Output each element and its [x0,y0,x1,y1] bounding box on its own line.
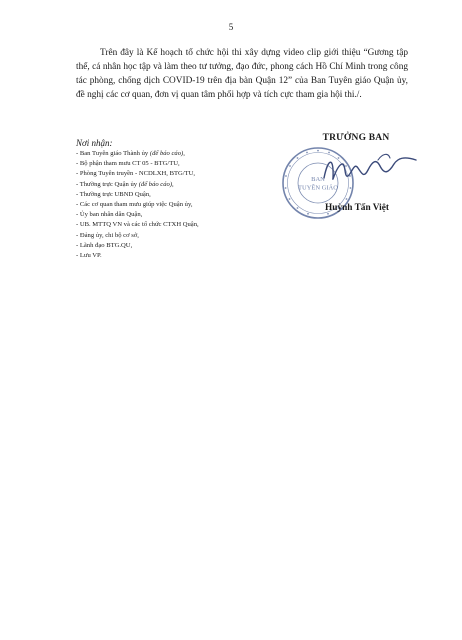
signer-title: TRƯỞNG BAN [322,133,390,143]
recipients-title: Nơi nhận: [76,138,113,148]
recipient-item [76,180,306,190]
recipients-list [76,149,306,261]
recipient-suffix: , [183,150,185,157]
recipient-item [76,241,306,251]
recipient-text: - Lãnh đạo BTG.QU, [76,241,133,249]
recipient-item [76,149,306,159]
recipient-item [76,210,306,220]
recipient-text: - Thường trực UBND Quận, [76,190,151,198]
recipients-block [76,137,306,261]
recipient-item [76,200,306,210]
recipient-item [76,190,306,200]
recipient-item [76,220,306,230]
recipient-item [76,251,306,261]
recipient-note: (để báo cáo) [149,150,184,157]
recipient-item [76,169,306,179]
handwritten-signature [318,148,422,192]
recipient-suffix: , [172,180,174,188]
closing-paragraph: Trên đây là Kế hoạch tổ chức hội thi xây dựng video clip giới thiệu “Gương tập thể, cá nhân học tập và làm theo tư tưởng, đạo đức, phong cách Hồ Chí Minh trong công tác phòng, chống dịch COVID-19 trên địa bàn Quận 12” của Ban Tuyên giáo Quận ủy, đề nghị các cơ quan, đơn vị quan tâm phối hợp và tích cực tham gia hội thi./. [76,48,408,100]
recipient-text: - Bộ phận tham mưu CT 05 - BTG/TU, [76,160,180,168]
recipient-text: - Ủy ban nhân dân Quận, [76,211,143,219]
recipient-note: (để báo cáo) [138,180,173,188]
svg-text:TUYÊN GIÁO: TUYÊN GIÁO [298,184,338,192]
signer-name: Huỳnh Tấn Việt [325,203,389,213]
recipient-text: - Các cơ quan tham mưu giúp việc Quận ủy, [76,201,193,209]
recipient-item [76,231,306,241]
recipient-item [76,159,306,169]
recipient-text: - UB. MTTQ VN và các tổ chức CTXH Quận, [76,221,199,229]
page-number: 5 [228,22,234,32]
svg-text:BAN: BAN [311,176,325,183]
recipient-text: - Ban Tuyên giáo Thành ủy [76,150,150,157]
recipient-text: - Lưu VP. [76,252,102,260]
recipient-text: - Thường trực Quận ủy [76,180,139,188]
recipient-text: - Phòng Tuyên truyền - NCDLXH, BTG/TU, [76,170,196,178]
recipient-text: - Đảng ủy, chi bộ cơ sở, [76,231,139,239]
